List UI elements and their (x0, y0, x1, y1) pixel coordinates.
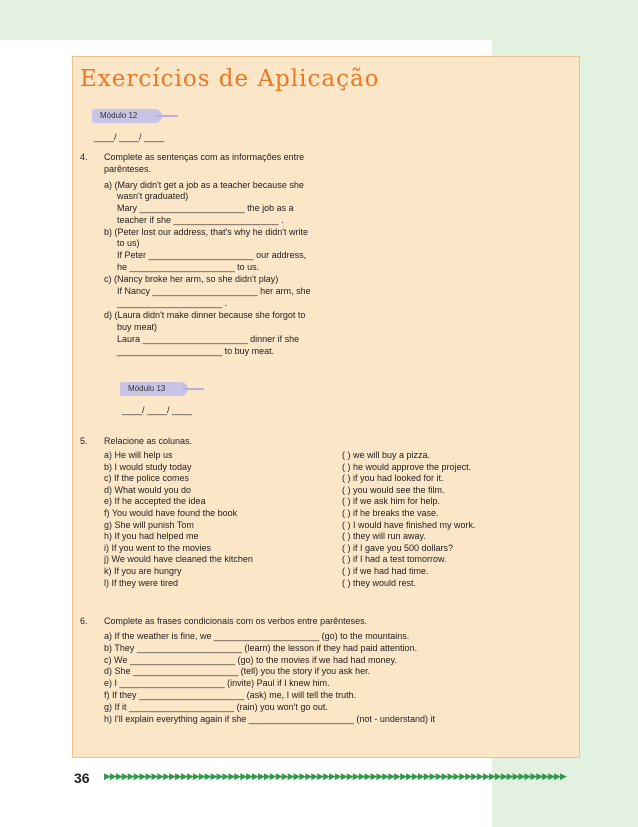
q6-sentence: h) I'll explain everything again if she _____________________ (not - understand) it (104, 713, 435, 724)
q4-stem-line-1: Complete as sentenças com as informações entre (104, 152, 305, 162)
q4-line: _____________________ to buy meat. (117, 346, 275, 356)
q6-sentence: d) She _____________________ (tell) you the story if you ask her. (104, 666, 371, 677)
q5-number: 5. (80, 436, 88, 446)
q5-right-item: ( ) if you had looked for it. (342, 473, 444, 484)
q5-right-item: ( ) you would see the film. (342, 484, 445, 495)
q5-right-item: ( ) they would rest. (342, 577, 417, 588)
q5-stem: Relacione as colunas. (104, 436, 193, 446)
q4-line: If Peter _____________________ our address, (117, 250, 307, 260)
q4-line: Mary _____________________ the job as a (117, 203, 294, 213)
q5-left-item: k) If you are hungry (104, 566, 182, 576)
q5-left-item: i) If you went to the movies (104, 542, 212, 553)
q4-line: d) (Laura didn't make dinner because she forgot to (104, 310, 306, 320)
footer-arrow-line: ▶▶▶▶▶▶▶▶▶▶▶▶▶▶▶▶▶▶▶▶▶▶▶▶▶▶▶▶▶▶▶▶▶▶▶▶▶▶▶▶▶▶▶▶▶▶▶▶▶▶▶▶▶▶▶▶▶▶▶▶▶▶▶▶▶▶▶▶▶▶▶▶▶▶▶▶▶▶ (104, 771, 566, 781)
q5-left-item: c) If the police comes (104, 473, 190, 484)
q5-right-item: ( ) if we had had time. (342, 566, 429, 576)
page-title: Exercícios de Aplicação (80, 66, 380, 92)
q5-right-item: ( ) he would approve the project. (342, 461, 472, 472)
q6-sentence: b) They _____________________ (learn) the lesson if they had paid attention. (104, 642, 418, 653)
q4-line: If Nancy _____________________ her arm, she (117, 286, 311, 296)
q4-line: a) (Mary didn't get a job as a teacher because she (104, 180, 304, 190)
q5-right-item: ( ) if he breaks the vase. (342, 508, 439, 518)
q6-sentence: e) I _____________________ (invite) Paul if I knew him. (104, 678, 330, 689)
q4-stem-line-2: parênteses. (104, 164, 152, 174)
q4-line: to us) (117, 238, 140, 248)
q5-right-item: ( ) if I gave you 500 dollars? (342, 542, 454, 553)
q5-left-item: d) What would you do (104, 484, 192, 495)
q5-left-item: g) She will punish Tom (104, 519, 194, 530)
q4-line: _____________________ . (117, 298, 228, 308)
q6-sentence: f) If they _____________________ (ask) me, I will tell the truth. (104, 690, 357, 700)
module-12-tag: Módulo 12 (92, 109, 162, 123)
q5-left-item: b) I would study today (104, 461, 192, 472)
q5-left-item: h) If you had helped me (104, 531, 199, 542)
module-13-date: ____/ ____/ ____ (122, 405, 193, 415)
q5-left-item: a) He will help us (104, 450, 173, 460)
q4-number: 4. (80, 152, 88, 162)
q4-line: b) (Peter lost our address, that's why he didn't write (104, 227, 309, 237)
q5-right-item: ( ) they will run away. (342, 531, 426, 542)
q5-left-item: e) If he accepted the idea (104, 496, 206, 507)
q4-line: Laura _____________________ dinner if she (117, 334, 300, 344)
q5-right-item: ( ) we will buy a pizza. (342, 450, 431, 460)
q6-sentence: g) If it _____________________ (rain) you won't go out. (104, 701, 328, 712)
q6-sentence: a) If the weather is fine, we _____________________ (go) to the mountains. (104, 631, 410, 641)
q5-left-item: j) We would have cleaned the kitchen (104, 554, 253, 565)
q5-right-item: ( ) if we ask him for help. (342, 496, 441, 507)
q5-left-item: l) If they were tired (104, 577, 179, 588)
q6-sentence: c) We _____________________ (go) to the movies if we had had money. (104, 654, 397, 665)
q5-left-item: f) You would have found the book (104, 508, 238, 518)
module-13-tag: Módulo 13 (120, 382, 188, 396)
q5-right-item: ( ) if I had a test tomorrow. (342, 554, 447, 565)
q5-right-item: ( ) I would have finished my work. (342, 519, 476, 530)
q6-number: 6. (80, 616, 88, 626)
q4-line: wasn't graduated) (117, 191, 189, 201)
q4-line: buy meat) (117, 322, 158, 332)
q4-line: he _____________________ to us. (117, 262, 260, 272)
module-12-date: ____/ ____/ ____ (94, 132, 165, 142)
q6-stem: Complete as frases condicionais com os verbos entre parênteses. (104, 616, 368, 626)
page-number: 36 (74, 770, 90, 786)
q4-line: c) (Nancy broke her arm, so she didn't play) (104, 274, 279, 284)
q4-line: teacher if she _____________________ . (117, 215, 284, 225)
